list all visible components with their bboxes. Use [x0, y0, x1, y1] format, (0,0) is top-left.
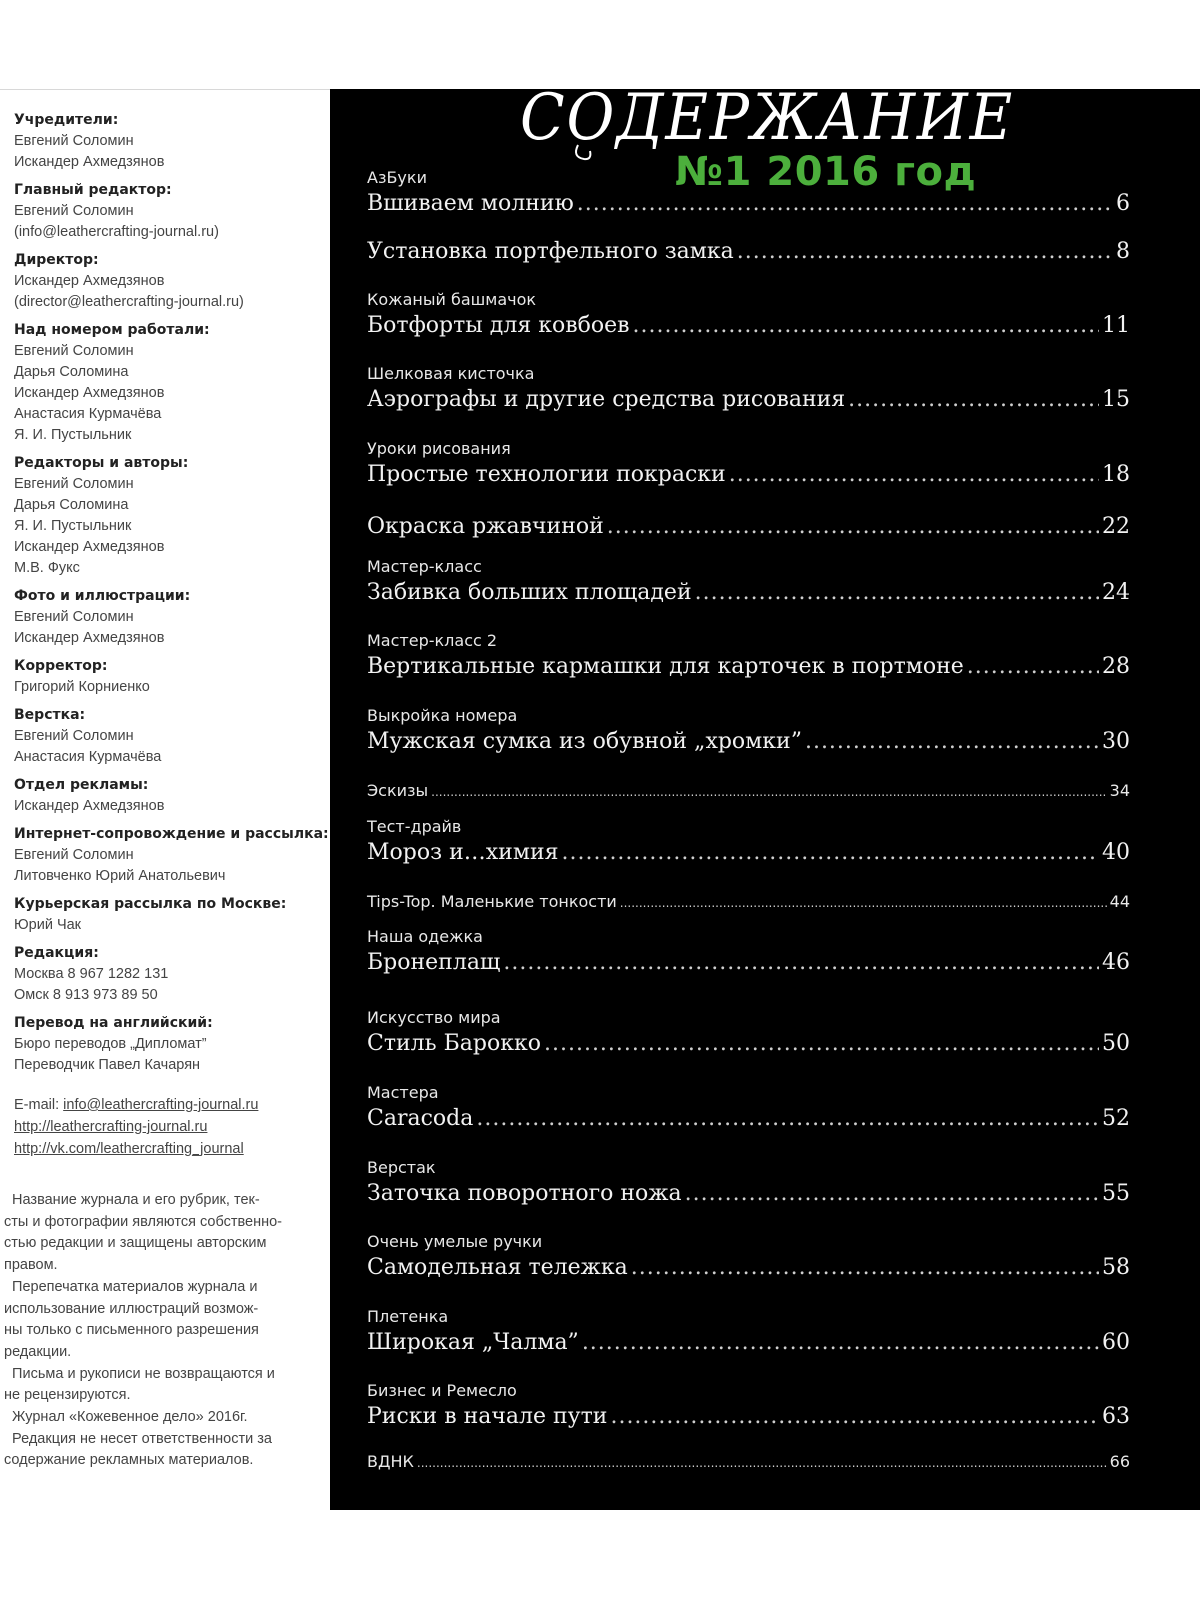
toc-page-number: 44 — [1109, 892, 1130, 911]
credit-block — [14, 824, 330, 887]
credit-name: Евгений Соломин — [14, 343, 134, 359]
toc-title: Окраска ржавчиной — [367, 514, 604, 539]
toc-row — [367, 652, 1130, 682]
legal-line: не рецензируются. — [4, 1387, 131, 1404]
credit-title: Директор: — [14, 252, 99, 268]
credit-name: Дарья Соломина — [14, 364, 129, 380]
toc-section-label: Уроки рисования — [367, 439, 511, 458]
toc-title: Заточка поворотного ножа — [367, 1181, 682, 1206]
toc-row — [367, 460, 1130, 490]
toc-page-number: 24 — [1102, 580, 1130, 605]
toc-section-label: Мастер-класс — [367, 557, 482, 576]
credit-name: Евгений Соломин — [14, 609, 134, 625]
toc-row — [367, 1029, 1130, 1059]
toc-leader-dots — [967, 652, 1099, 682]
toc-leader-dots — [695, 578, 1099, 608]
toc-title: Аэрографы и другие средства рисования — [367, 387, 846, 412]
credit-name: Искандер Ахмедзянов — [14, 154, 165, 170]
toc-leader-dots — [805, 727, 1099, 757]
toc-page-number: 18 — [1102, 462, 1130, 487]
toc-leader-dots — [503, 948, 1099, 978]
credit-name: Искандер Ахмедзянов — [14, 798, 165, 814]
toc-page-number: 52 — [1102, 1106, 1130, 1131]
toc-row — [367, 237, 1130, 267]
legal-notice — [0, 1190, 332, 1472]
site-link[interactable]: http://leathercrafting-journal.ru — [14, 1119, 208, 1135]
toc-page-number: 22 — [1102, 514, 1130, 539]
legal-line: Журнал «Кожевенное дело» 2016г. — [4, 1409, 248, 1426]
toc-section-label: Кожаный башмачок — [367, 290, 537, 309]
credit-name: Искандер Ахмедзянов — [14, 630, 165, 646]
toc-section-label: Бизнес и Ремесло — [367, 1381, 517, 1400]
toc-entry[interactable] — [367, 890, 1130, 914]
toc-row — [367, 779, 1130, 803]
credit-block — [14, 110, 330, 173]
toc-page-number: 40 — [1102, 840, 1130, 865]
toc-leader-dots — [631, 1253, 1099, 1283]
credit-name: Искандер Ахмедзянов — [14, 385, 165, 401]
credit-title: Учредители: — [14, 112, 119, 128]
toc-page-number: 63 — [1102, 1404, 1130, 1429]
credits-column — [0, 89, 330, 1510]
toc-row — [367, 189, 1130, 219]
credit-title: Фото и иллюстрации: — [14, 588, 191, 604]
credit-name: М.В. Фукс — [14, 560, 80, 576]
credit-name: Евгений Соломин — [14, 728, 134, 744]
toc-leader-dots — [577, 189, 1113, 219]
legal-line: сты и фотографии являются собственно- — [4, 1213, 282, 1230]
toc-entry[interactable] — [367, 816, 1130, 868]
credit-name: (info@leathercrafting-journal.ru) — [14, 224, 219, 240]
credit-name: Искандер Ахмедзянов — [14, 273, 165, 289]
toc-entry[interactable] — [367, 630, 1130, 682]
credit-title: Интернет-сопровождение и рассылка: — [14, 826, 329, 842]
toc-page-number: 34 — [1109, 781, 1130, 800]
toc-leader-dots — [729, 460, 1099, 490]
credit-title: Перевод на английский: — [14, 1015, 213, 1031]
toc-row — [367, 311, 1130, 341]
toc-leader-dots — [685, 1179, 1099, 1209]
toc-title: Самодельная тележка — [367, 1255, 628, 1280]
credit-name: Омск 8 913 973 89 50 — [14, 987, 158, 1003]
credit-name: Юрий Чак — [14, 917, 82, 933]
toc-title: Мороз и…химия — [367, 840, 559, 865]
toc-page-number: 58 — [1102, 1255, 1130, 1280]
toc-row — [367, 385, 1130, 415]
toc-section-label: Мастера — [367, 1083, 439, 1102]
credit-block — [14, 180, 330, 243]
toc-row — [367, 1450, 1130, 1474]
toc-section-label: Выкройка номера — [367, 706, 518, 725]
email-link[interactable]: info@leathercrafting-journal.ru — [63, 1097, 259, 1113]
toc-leader-dots — [632, 311, 1099, 341]
toc-row — [367, 838, 1130, 868]
credit-block — [14, 656, 330, 698]
toc-title: Установка портфельного замка — [367, 239, 734, 264]
toc-leader-dots — [582, 1328, 1099, 1358]
toc-leader-dots — [544, 1029, 1099, 1059]
toc-section-label: Мастер-класс 2 — [367, 631, 498, 650]
credit-name: Переводчик Павел Качарян — [14, 1057, 201, 1073]
toc-title: Мужская сумка из обувной „хромки” — [367, 729, 802, 754]
toc-panel — [330, 81, 1200, 1510]
toc-leader-dots — [431, 779, 1106, 804]
credit-name: Москва 8 967 1282 131 — [14, 966, 169, 982]
toc-entry[interactable] — [367, 705, 1130, 757]
credit-block — [14, 586, 330, 649]
email-prefix: E-mail: — [14, 1097, 64, 1113]
toc-title: Забивка больших площадей — [367, 580, 692, 605]
toc-entry[interactable] — [367, 1380, 1130, 1432]
toc-entry[interactable] — [367, 1306, 1130, 1358]
credit-name: Евгений Соломин — [14, 847, 134, 863]
vk-link[interactable]: http://vk.com/leathercrafting_journal — [14, 1141, 244, 1157]
credit-name: Григорий Корниенко — [14, 679, 150, 695]
toc-leader-dots — [848, 385, 1099, 415]
toc-title: Эскизы — [367, 781, 429, 800]
toc-title: Tips-Top. Маленькие тонкости — [367, 892, 617, 911]
credit-block — [14, 775, 330, 817]
toc-row — [367, 1179, 1130, 1209]
credit-title: Корректор: — [14, 658, 108, 674]
toc-page-number: 28 — [1102, 654, 1130, 679]
legal-line: содержание рекламных материалов. — [4, 1452, 254, 1469]
toc-entry[interactable] — [367, 363, 1130, 415]
toc-entry[interactable] — [367, 779, 1130, 803]
toc-title: Ботфорты для ковбоев — [367, 313, 630, 338]
toc-page-number: 8 — [1116, 239, 1130, 264]
toc-leader-dots — [737, 237, 1113, 267]
toc-heading-text: СОДЕРЖАНИЕ — [520, 81, 1014, 155]
legal-line: правом. — [4, 1257, 58, 1274]
toc-row — [367, 1328, 1130, 1358]
credit-name: Евгений Соломин — [14, 133, 134, 149]
toc-title: Вшиваем молнию — [367, 191, 574, 216]
legal-line: Письма и рукописи не возвращаются и — [4, 1365, 275, 1382]
toc-entry[interactable] — [367, 556, 1130, 608]
toc-entry[interactable] — [367, 1082, 1130, 1134]
toc-leader-dots — [620, 890, 1107, 915]
toc-page-number: 46 — [1102, 950, 1130, 975]
toc-entry[interactable] — [367, 926, 1130, 978]
toc-page-number: 66 — [1109, 1452, 1130, 1471]
toc-entry[interactable] — [367, 237, 1130, 267]
credit-name: Евгений Соломин — [14, 203, 134, 219]
credit-name: Литовченко Юрий Анатольевич — [14, 868, 226, 884]
toc-page-number: 60 — [1102, 1330, 1130, 1355]
credit-name: Я. И. Пустыльник — [14, 427, 132, 443]
toc-row — [367, 890, 1130, 914]
credit-title: Курьерская рассылка по Москве: — [14, 896, 287, 912]
toc-leader-dots — [417, 1450, 1107, 1475]
credit-title: Над номером работали: — [14, 322, 210, 338]
toc-title: Бронеплащ — [367, 950, 501, 975]
toc-row — [367, 578, 1130, 608]
toc-entry[interactable] — [367, 167, 1130, 219]
credit-block — [14, 453, 330, 579]
toc-page-number: 15 — [1102, 387, 1130, 412]
credit-name: Дарья Соломина — [14, 497, 129, 513]
credit-title: Главный редактор: — [14, 182, 172, 198]
toc-page-number: 50 — [1102, 1031, 1130, 1056]
toc-title: Простые технологии покраски — [367, 462, 726, 487]
legal-line: ны только с письменного разрешения — [4, 1322, 259, 1339]
credit-block — [14, 250, 330, 313]
toc-row — [367, 727, 1130, 757]
toc-leader-dots — [607, 512, 1099, 542]
legal-line: использование иллюстраций возмож- — [4, 1300, 259, 1317]
legal-line: Редакция не несет ответственности за — [4, 1430, 272, 1447]
issue-label: №1 2016 год — [675, 149, 977, 195]
toc-row — [367, 1253, 1130, 1283]
credit-title: Верстка: — [14, 707, 86, 723]
toc-leader-dots — [610, 1402, 1099, 1432]
toc-row — [367, 948, 1130, 978]
credits-list — [14, 110, 330, 1076]
legal-line: стью редакции и защищены авторским — [4, 1235, 267, 1252]
toc-section-label: Тест-драйв — [367, 817, 462, 836]
toc-row — [367, 1104, 1130, 1134]
credit-name: Я. И. Пустыльник — [14, 518, 132, 534]
toc-section-label: Очень умелые ручки — [367, 1232, 543, 1251]
legal-line: Перепечатка материалов журнала и — [4, 1278, 258, 1295]
toc-entry[interactable] — [367, 1007, 1130, 1059]
toc-entry[interactable] — [367, 1450, 1130, 1474]
toc-entry[interactable] — [367, 438, 1130, 490]
toc-leader-dots — [476, 1104, 1099, 1134]
toc-page-number: 11 — [1102, 313, 1130, 338]
vk-line — [14, 1138, 330, 1160]
credit-name: Анастасия Курмачёва — [14, 406, 162, 422]
toc-title: Широкая „Чалма” — [367, 1330, 579, 1355]
email-line — [14, 1094, 330, 1116]
toc-page-number: 30 — [1102, 729, 1130, 754]
contacts-block — [14, 1094, 330, 1160]
toc-title: Caracoda — [367, 1106, 474, 1131]
toc-entry[interactable] — [367, 289, 1130, 341]
toc-title: ВДНК — [367, 1452, 414, 1471]
credit-block — [14, 320, 330, 446]
credit-title: Редакция: — [14, 945, 99, 961]
site-line — [14, 1116, 330, 1138]
toc-section-label: АзБуки — [367, 168, 427, 187]
toc-section-label: Плетенка — [367, 1307, 449, 1326]
credit-name: Анастасия Курмачёва — [14, 749, 162, 765]
credit-block — [14, 943, 330, 1006]
credit-title: Отдел рекламы: — [14, 777, 149, 793]
toc-entry[interactable] — [367, 1231, 1130, 1283]
toc-section-label: Верстак — [367, 1158, 436, 1177]
credit-title: Редакторы и авторы: — [14, 455, 189, 471]
credit-name: (director@leathercrafting-journal.ru) — [14, 294, 244, 310]
toc-leader-dots — [561, 838, 1099, 868]
credit-block — [14, 894, 330, 936]
toc-row — [367, 1402, 1130, 1432]
toc-title: Стиль Барокко — [367, 1031, 541, 1056]
magazine-page — [0, 81, 1200, 1510]
toc-section-label: Наша одежка — [367, 927, 483, 946]
credit-block — [14, 1013, 330, 1076]
legal-line: редакции. — [4, 1343, 72, 1360]
toc-page-number: 55 — [1102, 1181, 1130, 1206]
credit-block — [14, 705, 330, 768]
legal-line: Название журнала и его рубрик, тек- — [4, 1192, 260, 1208]
toc-entry[interactable] — [367, 1157, 1130, 1209]
credit-name: Евгений Соломин — [14, 476, 134, 492]
toc-page-number: 6 — [1116, 191, 1130, 216]
toc-section-label: Шелковая кисточка — [367, 364, 535, 383]
toc-row — [367, 512, 1130, 542]
credit-name: Бюро переводов „Дипломат” — [14, 1036, 207, 1052]
toc-section-label: Искусство мира — [367, 1008, 501, 1027]
credit-name: Искандер Ахмедзянов — [14, 539, 165, 555]
toc-title: Вертикальные кармашки для карточек в портмоне — [367, 654, 964, 679]
toc-entry[interactable] — [367, 512, 1130, 542]
toc-title: Риски в начале пути — [367, 1404, 608, 1429]
